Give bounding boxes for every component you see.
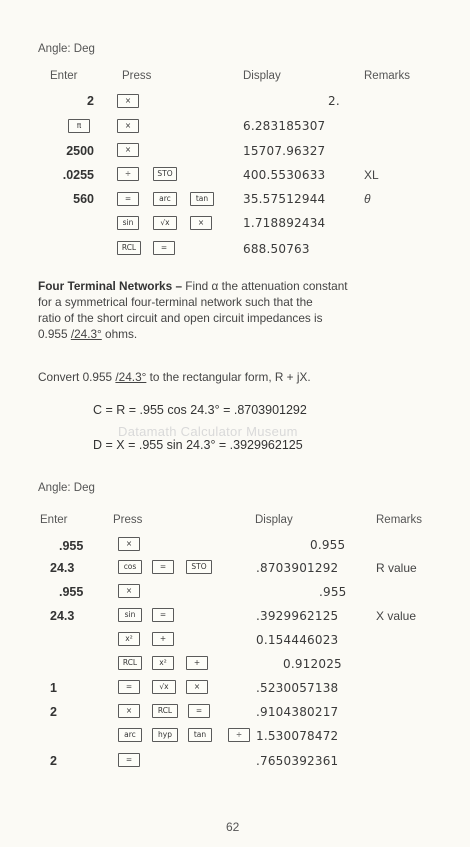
multiply-key-icon: × — [118, 584, 140, 598]
equals-key-icon: = — [117, 192, 139, 206]
display-value: 15707.96327 — [243, 144, 326, 158]
column-header-display: Display — [255, 514, 293, 526]
pi-key-icon: π — [68, 119, 90, 133]
column-header-enter: Enter — [50, 70, 78, 82]
column-header-display: Display — [243, 70, 281, 82]
display-value: 1.530078472 — [256, 729, 339, 743]
multiply-key-icon: × — [118, 537, 140, 551]
enter-value: 2 — [50, 705, 57, 719]
multiply-key-icon: × — [118, 704, 140, 718]
watermark: Datamath Calculator Museum — [118, 424, 298, 439]
enter-value: 24.3 — [50, 561, 75, 575]
paragraph-line: for a symmetrical four-terminal network such that the — [38, 295, 313, 309]
arc-key-icon: arc — [153, 192, 177, 206]
display-value: 0.955 — [310, 538, 346, 552]
equation-d: D = X = .955 sin 24.3° = .3929962125 — [93, 438, 303, 452]
paragraph-text: 0.955 — [38, 327, 71, 341]
display-value: 6.283185307 — [243, 119, 326, 133]
display-value: .8703901292 — [256, 561, 339, 575]
tan-key-icon: tan — [190, 192, 214, 206]
display-value: 35.57512944 — [243, 192, 326, 206]
paragraph-line — [38, 278, 348, 294]
paragraph-text: Convert 0.955 — [38, 370, 116, 384]
column-header-press: Press — [122, 70, 152, 82]
sin-key-icon: sin — [118, 608, 142, 622]
column-header-remarks: Remarks — [376, 514, 423, 526]
phase-angle: /24.3° — [115, 370, 147, 384]
equals-key-icon: = — [188, 704, 210, 718]
paragraph-line — [38, 326, 137, 342]
tan-key-icon: tan — [188, 728, 212, 742]
multiply-key-icon: × — [117, 119, 139, 133]
display-value: 400.5530633 — [243, 168, 326, 182]
enter-value: 2 — [87, 94, 94, 108]
multiply-key-icon: × — [117, 94, 139, 108]
remark: X value — [376, 609, 417, 623]
square-root-key-icon: √x — [152, 680, 176, 694]
paragraph-text: Find α the attenuation constant — [182, 279, 348, 293]
equals-key-icon: = — [153, 241, 175, 255]
rcl-key-icon: RCL — [117, 241, 141, 255]
page-number: 62 — [226, 820, 240, 834]
multiply-key-icon: × — [186, 680, 208, 694]
display-value: 1.718892434 — [243, 216, 326, 230]
display-value: .9104380217 — [256, 705, 339, 719]
sin-key-icon: sin — [117, 216, 139, 230]
enter-value: 1 — [50, 681, 57, 695]
section-title: Four Terminal Networks – — [38, 279, 182, 293]
multiply-key-icon: × — [190, 216, 212, 230]
display-value: .3929962125 — [256, 609, 339, 623]
angle-mode-label: Angle: Deg — [38, 43, 95, 55]
display-value: 0.154446023 — [256, 633, 339, 647]
sto-key-icon: STO — [153, 167, 177, 181]
rcl-key-icon: RCL — [118, 656, 142, 670]
enter-value: 24.3 — [50, 609, 75, 623]
square-root-key-icon: √x — [153, 216, 177, 230]
sto-key-icon: STO — [186, 560, 212, 574]
rcl-key-icon: RCL — [152, 704, 178, 718]
phase-angle: /24.3° — [70, 327, 102, 341]
column-header-press: Press — [113, 514, 143, 526]
remark: R value — [376, 561, 417, 575]
hyp-key-icon: hyp — [152, 728, 178, 742]
square-key-icon: x² — [118, 632, 140, 646]
display-value: 2. — [328, 94, 340, 108]
column-header-enter: Enter — [40, 514, 68, 526]
display-value: .5230057138 — [256, 681, 339, 695]
multiply-key-icon: × — [117, 143, 139, 157]
enter-value: 560 — [73, 192, 94, 206]
equation-c: C = R = .955 cos 24.3° = .8703901292 — [93, 403, 307, 417]
display-value: .955 — [319, 585, 347, 599]
enter-value: .955 — [59, 539, 84, 553]
enter-value: 2 — [50, 754, 57, 768]
display-value: 0.912025 — [283, 657, 342, 671]
square-key-icon: x² — [152, 656, 174, 670]
convert-line — [38, 369, 311, 385]
divide-key-icon: ÷ — [117, 167, 139, 181]
divide-key-icon: ÷ — [228, 728, 250, 742]
enter-value: .0255 — [62, 168, 94, 182]
display-value: .7650392361 — [256, 754, 339, 768]
cos-key-icon: cos — [118, 560, 142, 574]
paragraph-text: to the rectangular form, R + jX. — [146, 370, 311, 384]
plus-key-icon: + — [186, 656, 208, 670]
equals-key-icon: = — [118, 680, 140, 694]
enter-value: .955 — [59, 585, 84, 599]
column-header-remarks: Remarks — [364, 70, 411, 82]
remark: θ — [364, 192, 371, 206]
remark: XL — [364, 168, 379, 182]
paragraph-line: ratio of the short circuit and open circuit impedances is — [38, 311, 323, 325]
arc-key-icon: arc — [118, 728, 142, 742]
equals-key-icon: = — [152, 608, 174, 622]
paragraph-text: ohms. — [101, 327, 138, 341]
equals-key-icon: = — [118, 753, 140, 767]
enter-value: 2500 — [66, 144, 94, 158]
equals-key-icon: = — [152, 560, 174, 574]
plus-key-icon: + — [152, 632, 174, 646]
display-value: 688.50763 — [243, 242, 310, 256]
angle-mode-label: Angle: Deg — [38, 482, 95, 494]
